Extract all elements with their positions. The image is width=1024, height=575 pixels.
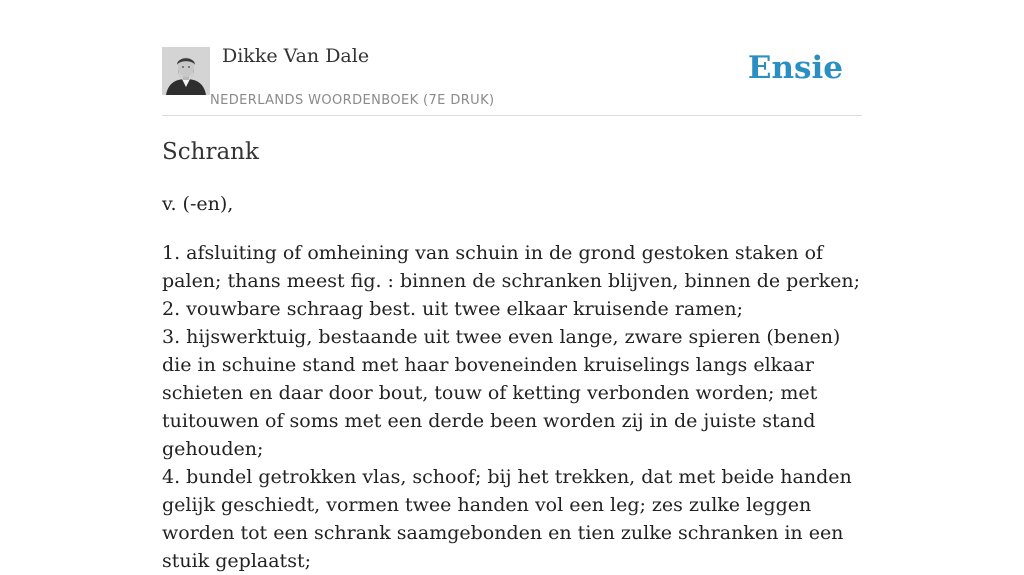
content-container xyxy=(162,0,862,572)
header xyxy=(162,0,862,116)
ensie-logo[interactable]: Ensie xyxy=(747,50,843,86)
dictionary-subtitle: NEDERLANDS WOORDENBOEK (7E DRUK) xyxy=(210,93,495,108)
portrait-avatar-icon xyxy=(162,47,210,95)
definition-list xyxy=(162,239,862,575)
entry-title: Schrank xyxy=(162,139,259,165)
entry-grammar: v. (-en), xyxy=(162,193,234,215)
author-avatar[interactable] xyxy=(162,47,210,95)
definition-item: 3. hijswerktuig, bestaande uit twee even lange, zware spieren (benen) die in schuine stand met haar boveneinden kruiselings langs elkaar schieten en daar door bout, touw of ketting verbonden worden; met tuitouwen of soms met een derde been worden zij in de juiste stand gehouden; xyxy=(162,326,841,460)
definition-item: 2. vouwbare schraag best. uit twee elkaar kruisende ramen; xyxy=(162,298,744,320)
author-name[interactable]: Dikke Van Dale xyxy=(222,45,370,67)
definition-item: 1. afsluiting of omheining van schuin in de grond gestoken staken of palen; thans meest fig. : binnen de schranken blijven, binnen de perken; xyxy=(162,242,861,292)
definition-item: 4. bundel getrokken vlas, schoof; bij het trekken, dat met beide handen gelijk geschiedt, vormen twee handen vol een leg; zes zulke leggen worden tot een schrank saamgebonden en tien zulke schranken in een stuik geplaatst; xyxy=(162,466,852,572)
